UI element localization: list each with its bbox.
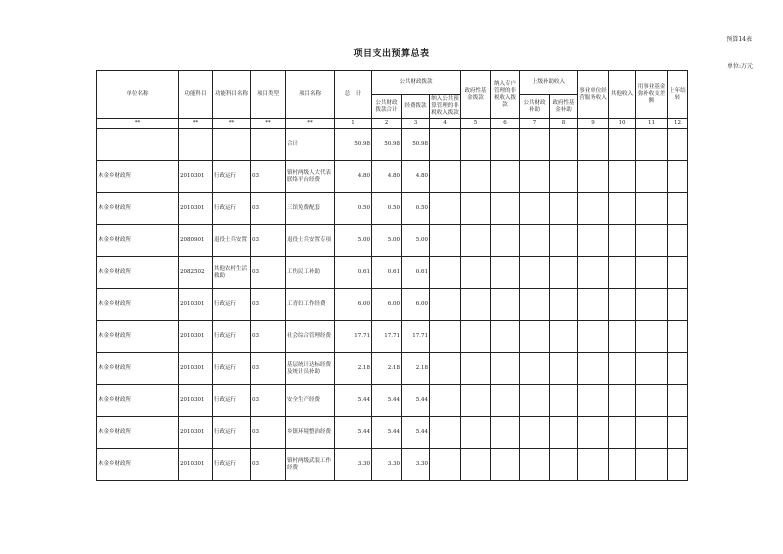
empty-cell xyxy=(491,161,520,193)
empty-cell xyxy=(636,321,668,353)
column-code: ** xyxy=(97,119,179,129)
form-number: 预算14表 xyxy=(726,36,752,43)
empty-cell xyxy=(520,417,550,449)
empty-cell xyxy=(520,193,550,225)
row-proj-name: 工青妇工作经费 xyxy=(286,289,335,321)
empty-cell xyxy=(461,449,491,481)
empty-cell xyxy=(461,289,491,321)
row-total: 5.44 xyxy=(335,417,372,449)
table-row xyxy=(97,385,688,417)
header-func-name: 功能科目名称 xyxy=(213,71,251,119)
row-unit-name: 木金乡财政所 xyxy=(97,225,179,257)
empty-cell xyxy=(461,257,491,289)
empty-cell xyxy=(578,321,609,353)
empty-cell xyxy=(520,353,550,385)
empty-cell xyxy=(550,289,578,321)
row-operating: 5.44 xyxy=(402,385,430,417)
empty-cell xyxy=(491,289,520,321)
empty-cell xyxy=(578,161,609,193)
row-proj-type: 03 xyxy=(251,161,286,193)
column-code: ** xyxy=(286,119,335,129)
row-proj-name: 工伤民工补助 xyxy=(286,257,335,289)
header-other: 其他收入 xyxy=(609,71,636,119)
empty-cell xyxy=(520,225,550,257)
empty-cell xyxy=(609,289,636,321)
empty-cell xyxy=(668,353,688,385)
row-func-name: 行政运行 xyxy=(213,193,251,225)
row-public-subtotal: 2.18 xyxy=(372,353,402,385)
row-func-code: 2010301 xyxy=(179,161,213,193)
row-unit-name: 木金乡财政所 xyxy=(97,289,179,321)
empty-cell xyxy=(668,193,688,225)
empty-cell xyxy=(430,321,461,353)
empty-cell xyxy=(550,257,578,289)
empty-cell xyxy=(668,129,688,161)
row-proj-type: 03 xyxy=(251,417,286,449)
empty-cell xyxy=(461,161,491,193)
row-unit-name: 木金乡财政所 xyxy=(97,161,179,193)
header-operating: 经费拨款 xyxy=(402,95,430,119)
empty-cell xyxy=(636,449,668,481)
row-proj-name: 安全生产经费 xyxy=(286,385,335,417)
row-proj-type: 03 xyxy=(251,193,286,225)
empty-cell xyxy=(609,129,636,161)
empty-cell xyxy=(491,353,520,385)
empty-cell xyxy=(430,193,461,225)
empty-cell xyxy=(636,417,668,449)
empty-cell xyxy=(461,225,491,257)
table-row xyxy=(97,257,688,289)
row-func-code: 2080901 xyxy=(179,225,213,257)
row-unit-name: 木金乡财政所 xyxy=(97,417,179,449)
row-func-name: 行政运行 xyxy=(213,289,251,321)
header-public-group: 公共财政拨款 xyxy=(372,71,461,95)
header-proj-name: 项目名称 xyxy=(286,71,335,119)
header-row-1 xyxy=(97,71,688,95)
row-total: 6.00 xyxy=(335,289,372,321)
empty-cell xyxy=(430,161,461,193)
empty-cell xyxy=(609,161,636,193)
column-code: 10 xyxy=(609,119,636,129)
empty-cell xyxy=(609,225,636,257)
row-operating: 2.18 xyxy=(402,353,430,385)
empty-cell xyxy=(461,129,491,161)
row-func-name: 行政运行 xyxy=(213,385,251,417)
row-func-name: 行政运行 xyxy=(213,417,251,449)
empty-cell xyxy=(609,417,636,449)
column-code: 3 xyxy=(402,119,430,129)
empty-cell xyxy=(578,225,609,257)
empty-cell xyxy=(609,385,636,417)
total-func xyxy=(213,129,251,161)
row-proj-type: 03 xyxy=(251,353,286,385)
header-subsidy: 用事业基金弥补收支差额 xyxy=(636,71,668,119)
column-code: 8 xyxy=(550,119,578,129)
column-code: 11 xyxy=(636,119,668,129)
empty-cell xyxy=(636,193,668,225)
row-proj-type: 03 xyxy=(251,257,286,289)
row-func-code: 2082502 xyxy=(179,257,213,289)
header-upper-group: 上级补助收入 xyxy=(520,71,578,95)
empty-cell xyxy=(520,321,550,353)
empty-cell xyxy=(461,321,491,353)
row-public-subtotal: 5.44 xyxy=(372,385,402,417)
empty-cell xyxy=(520,161,550,193)
empty-cell xyxy=(668,449,688,481)
column-code: ** xyxy=(179,119,213,129)
table-row xyxy=(97,225,688,257)
row-func-name: 退役士兵安置 xyxy=(213,225,251,257)
row-total: 2.18 xyxy=(335,353,372,385)
row-proj-name: 乡镇环境整治经费 xyxy=(286,417,335,449)
column-code: 5 xyxy=(461,119,491,129)
empty-cell xyxy=(578,193,609,225)
row-func-name: 行政运行 xyxy=(213,353,251,385)
row-func-name: 行政运行 xyxy=(213,449,251,481)
row-public-subtotal: 5.00 xyxy=(372,225,402,257)
row-operating: 6.00 xyxy=(402,289,430,321)
empty-cell xyxy=(430,449,461,481)
empty-cell xyxy=(550,129,578,161)
row-proj-name: 退役士兵安置专项 xyxy=(286,225,335,257)
table-row xyxy=(97,289,688,321)
table-row xyxy=(97,353,688,385)
page-title: 项目支出预算总表 xyxy=(353,49,430,59)
empty-cell xyxy=(636,385,668,417)
empty-cell xyxy=(520,129,550,161)
header-upper-fund: 政府性基金补助 xyxy=(550,95,578,119)
row-total: 0.61 xyxy=(335,257,372,289)
empty-cell xyxy=(491,385,520,417)
header-nontax-special: 纳入专户管理的非税收入拨款 xyxy=(491,71,520,119)
column-code: 9 xyxy=(578,119,609,129)
empty-cell xyxy=(461,385,491,417)
column-code: 4 xyxy=(430,119,461,129)
table-row xyxy=(97,449,688,481)
row-public-subtotal: 0.50 xyxy=(372,193,402,225)
row-unit-name: 木金乡财政所 xyxy=(97,321,179,353)
row-total: 5.44 xyxy=(335,385,372,417)
empty-cell xyxy=(550,193,578,225)
empty-cell xyxy=(430,417,461,449)
empty-cell xyxy=(520,385,550,417)
empty-cell xyxy=(668,417,688,449)
empty-cell xyxy=(430,289,461,321)
header-gov-fund: 政府性基金拨款 xyxy=(461,71,491,119)
empty-cell xyxy=(491,193,520,225)
row-proj-name: 社会综合管理经费 xyxy=(286,321,335,353)
empty-cell xyxy=(550,417,578,449)
empty-cell xyxy=(550,385,578,417)
row-func-code: 2010301 xyxy=(179,353,213,385)
empty-cell xyxy=(636,289,668,321)
empty-cell xyxy=(550,161,578,193)
empty-cell xyxy=(430,257,461,289)
empty-cell xyxy=(609,353,636,385)
header-biz-service: 事业单位经营服务收入 xyxy=(578,71,609,119)
empty-cell xyxy=(578,385,609,417)
empty-cell xyxy=(578,353,609,385)
empty-cell xyxy=(636,161,668,193)
row-func-name: 行政运行 xyxy=(213,321,251,353)
row-func-code: 2010301 xyxy=(179,193,213,225)
empty-cell xyxy=(491,449,520,481)
header-nontax-public: 纳入公共预算管理的非税收入拨款 xyxy=(430,95,461,119)
row-proj-type: 03 xyxy=(251,225,286,257)
row-unit-name: 木金乡财政所 xyxy=(97,257,179,289)
row-operating: 3.30 xyxy=(402,449,430,481)
row-proj-type: 03 xyxy=(251,289,286,321)
header-total: 总 计 xyxy=(335,71,372,119)
row-proj-type: 03 xyxy=(251,321,286,353)
total-amount: 50.98 xyxy=(335,129,372,161)
table-row xyxy=(97,417,688,449)
row-public-subtotal: 17.71 xyxy=(372,321,402,353)
empty-cell xyxy=(430,353,461,385)
table-row xyxy=(97,321,688,353)
empty-cell xyxy=(668,257,688,289)
row-operating: 5.00 xyxy=(402,225,430,257)
budget-table xyxy=(96,70,688,481)
row-total: 3.30 xyxy=(335,449,372,481)
empty-cell xyxy=(578,417,609,449)
row-total: 5.00 xyxy=(335,225,372,257)
empty-cell xyxy=(609,321,636,353)
total-row xyxy=(97,129,688,161)
empty-cell xyxy=(430,129,461,161)
header-carry: 上年结转 xyxy=(668,71,688,119)
total-type xyxy=(251,129,286,161)
empty-cell xyxy=(668,161,688,193)
empty-cell xyxy=(461,193,491,225)
row-proj-name: 镇村两级人大代表联络平台经费 xyxy=(286,161,335,193)
row-operating: 5.44 xyxy=(402,417,430,449)
header-public-subtotal: 公共财政拨款合计 xyxy=(372,95,402,119)
empty-cell xyxy=(636,225,668,257)
empty-cell xyxy=(609,193,636,225)
empty-cell xyxy=(461,417,491,449)
row-func-code: 2010301 xyxy=(179,289,213,321)
empty-cell xyxy=(668,225,688,257)
empty-cell xyxy=(578,257,609,289)
empty-cell xyxy=(578,129,609,161)
empty-cell xyxy=(578,449,609,481)
row-func-name: 行政运行 xyxy=(213,161,251,193)
total-label: 合计 xyxy=(286,129,335,161)
row-func-name: 其他农村生活救助 xyxy=(213,257,251,289)
header-func-code: 功能科目 xyxy=(179,71,213,119)
empty-cell xyxy=(578,289,609,321)
empty-cell xyxy=(668,321,688,353)
empty-cell xyxy=(491,417,520,449)
empty-cell xyxy=(491,129,520,161)
row-public-subtotal: 5.44 xyxy=(372,417,402,449)
empty-cell xyxy=(636,129,668,161)
row-func-code: 2010301 xyxy=(179,385,213,417)
row-total: 4.80 xyxy=(335,161,372,193)
header-proj-type: 项目类型 xyxy=(251,71,286,119)
empty-cell xyxy=(609,257,636,289)
empty-cell xyxy=(491,257,520,289)
column-code: 7 xyxy=(520,119,550,129)
empty-cell xyxy=(520,289,550,321)
column-code: 6 xyxy=(491,119,520,129)
empty-cell xyxy=(491,225,520,257)
empty-cell xyxy=(430,385,461,417)
row-operating: 0.61 xyxy=(402,257,430,289)
row-operating: 0.50 xyxy=(402,193,430,225)
header-unit-name: 单位名称 xyxy=(97,71,179,119)
empty-cell xyxy=(609,449,636,481)
empty-cell xyxy=(668,289,688,321)
row-unit-name: 木金乡财政所 xyxy=(97,385,179,417)
row-public-subtotal: 6.00 xyxy=(372,289,402,321)
row-proj-type: 03 xyxy=(251,385,286,417)
column-code: 2 xyxy=(372,119,402,129)
row-public-subtotal: 3.30 xyxy=(372,449,402,481)
total-code xyxy=(179,129,213,161)
empty-cell xyxy=(491,321,520,353)
row-func-code: 2010301 xyxy=(179,321,213,353)
row-operating: 17.71 xyxy=(402,321,430,353)
row-total: 17.71 xyxy=(335,321,372,353)
row-public-subtotal: 4.80 xyxy=(372,161,402,193)
row-proj-name: 三馆免费配套 xyxy=(286,193,335,225)
row-func-code: 2010301 xyxy=(179,417,213,449)
table-row xyxy=(97,161,688,193)
empty-cell xyxy=(520,257,550,289)
row-unit-name: 木金乡财政所 xyxy=(97,449,179,481)
empty-cell xyxy=(550,353,578,385)
table-row xyxy=(97,193,688,225)
empty-cell xyxy=(430,225,461,257)
row-unit-name: 木金乡财政所 xyxy=(97,193,179,225)
empty-cell xyxy=(636,257,668,289)
empty-cell xyxy=(550,321,578,353)
column-code: ** xyxy=(213,119,251,129)
column-code: 12 xyxy=(668,119,688,129)
row-proj-name: 基层统计达标经费及统计员补助 xyxy=(286,353,335,385)
empty-cell xyxy=(636,353,668,385)
empty-cell xyxy=(668,385,688,417)
empty-cell xyxy=(461,353,491,385)
empty-cell xyxy=(520,449,550,481)
row-total: 0.50 xyxy=(335,193,372,225)
column-code: ** xyxy=(251,119,286,129)
total-public-subtotal: 50.98 xyxy=(372,129,402,161)
row-operating: 4.80 xyxy=(402,161,430,193)
total-unit xyxy=(97,129,179,161)
row-proj-name: 镇村两级武装工作经费 xyxy=(286,449,335,481)
row-public-subtotal: 0.61 xyxy=(372,257,402,289)
unit-label: 单位:万元 xyxy=(726,63,753,70)
code-row xyxy=(97,119,688,129)
total-operating: 50.98 xyxy=(402,129,430,161)
row-unit-name: 木金乡财政所 xyxy=(97,353,179,385)
column-code: 1 xyxy=(335,119,372,129)
empty-cell xyxy=(550,225,578,257)
row-func-code: 2010301 xyxy=(179,449,213,481)
row-proj-type: 03 xyxy=(251,449,286,481)
header-upper-public: 公共财政补助 xyxy=(520,95,550,119)
empty-cell xyxy=(550,449,578,481)
